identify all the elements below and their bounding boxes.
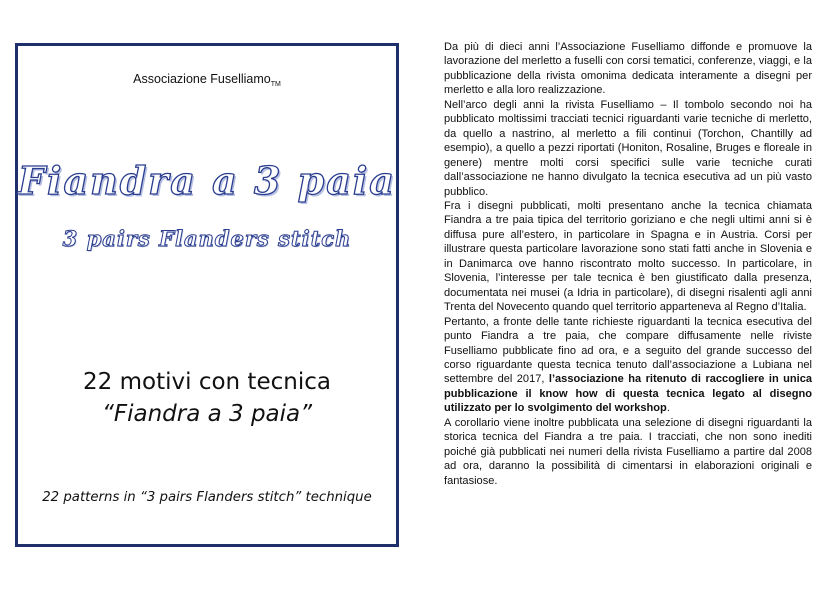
paragraph-magazine: Nell’arco degli anni la rivista Fuselliamo – Il tombolo secondo noi ha pubblicato moltissimi tracciati tecnici riguardanti varie tecniche di merletto, da quello a nastrino, al merletto a fili continui (Torchon, Chantilly ad esempio), a quello a pezzi riportati (Honiton, Rosaline, Bruges e floreale in genere) mentre molti corsi specifici sulle varie tecniche curati dall’associazione ne hanno divulgato la tecnica esecutiva ad un più vasto pubblico. bbox=[444, 98, 812, 198]
motifs-line-2: “Fiandra a 3 paia” bbox=[101, 401, 313, 427]
patterns-english-subtitle: 22 patterns in “3 pairs Flanders stitch” technique bbox=[42, 490, 372, 505]
cover-title-italian: Fiandra a 3 paia bbox=[18, 158, 396, 203]
cover-title-english: 3 pairs Flanders stitch bbox=[62, 226, 352, 251]
association-name bbox=[18, 72, 396, 88]
association-label: Associazione Fuselliamo bbox=[133, 72, 271, 86]
trademark-mark: TM bbox=[270, 81, 281, 88]
motifs-line-1: 22 motivi con tecnica bbox=[83, 369, 331, 395]
publication-highlight: l’associazione ha ritenuto di raccogliere in unica pubblicazione il know how di questa tecnica legato al disegno utilizzato per lo svolgimento del workshop bbox=[444, 373, 812, 415]
description-column bbox=[444, 40, 812, 488]
publication-text: Pertanto, a fronte delle tante richieste riguardanti la tecnica esecutiva del punto Fiandra a tre paia, che compare diffusamente nelle riviste Fuselliamo pubblicate fino ad ora, e a seguito del grande successo del corso riguardante questa tecnica tenuto dall’associazione a Lubiana nel settembre del 2017, bbox=[444, 315, 812, 386]
paragraph-technique: Fra i disegni pubblicati, molti presentano anche la tecnica chiamata Fiandra a tre paia tipica del territorio goriziano e che negli ultimi anni si è diffusa pure all’estero, in particolare in Spagna e in Austria. Corsi per illustrare questa particolare lavorazione sono stati fatti anche in Slovenia e in Danimarca ove hanno riscontrato molto successo. In particolare, in Slovenia, l’interesse per tale tecnica è ben giustificato dalla presenza, documentata nei musei (a Idria in particolare), di disegni risalenti agli anni Trenta del Novecento quando quel territorio apparteneva al Regno d’Italia. bbox=[444, 199, 812, 314]
paragraph-selection: A corollario viene inoltre pubblicata una selezione di disegni riguardanti la storica tecnica del Fiandra a tre paia. I tracciati, che non sono inediti poiché già pubblicati nei numeri della rivista Fuselliamo a partire dal 2008 ad ora, daranno la possibilità di cimentarsi in elaborazioni originali e fantasiose. bbox=[444, 416, 812, 487]
publication-end: . bbox=[666, 402, 670, 415]
cover-panel bbox=[15, 43, 399, 547]
motifs-heading bbox=[18, 366, 396, 430]
paragraph-intro: Da più di dieci anni l’Associazione Fuselliamo diffonde e promuove la lavorazione del merletto a fuselli con corsi tematici, conferenze, viaggi, e la pubblicazione della rivista omonima dedicata interamente a disegni per merletto e alla loro realizzazione. bbox=[444, 41, 812, 97]
paragraph-publication bbox=[444, 315, 812, 416]
